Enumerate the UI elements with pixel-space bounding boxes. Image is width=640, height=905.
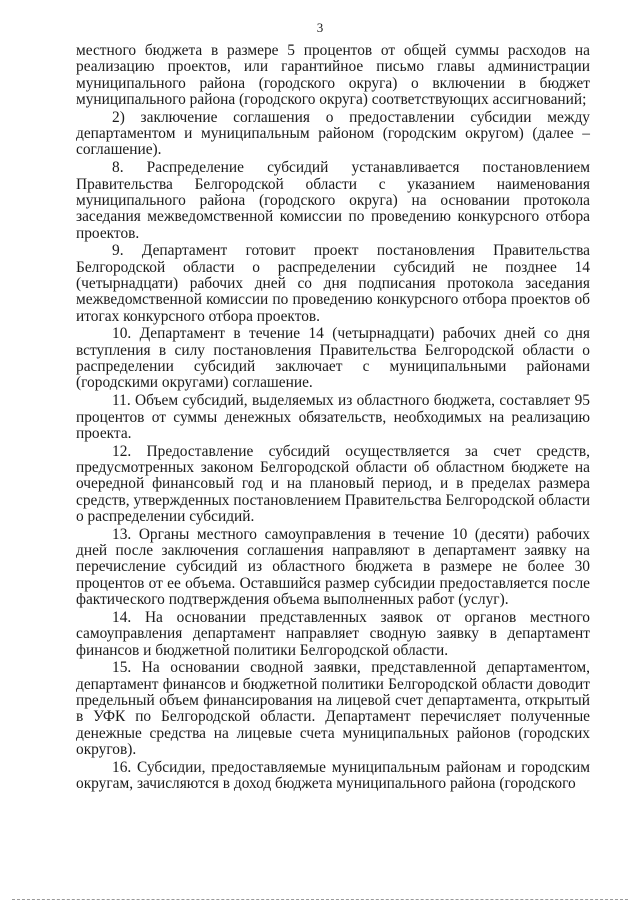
bottom-scan-line [12, 899, 628, 900]
paragraph-16: 16. Субсидии, предоставляемые муниципальным районам и городским округам, зачисляются в доход бюджета муниципального района (городского [76, 758, 590, 793]
paragraph-14: 14. На основании представленных заявок от органов местного самоуправления департамент направляет сводную заявку в департамент финансов и бюджетной политики Белгородской области. [76, 608, 590, 659]
paragraph-8: 8. Распределение субсидий устанавливается постановлением Правительства Белгородской области с указанием наименования муниципального района (городского округа) на основании протокола заседания межведомственной комиссии по проведению конкурсного отбора проектов. [76, 159, 590, 242]
page-number: 3 [316, 20, 324, 35]
paragraph-12: 12. Предоставление субсидий осуществляется за счет средств, предусмотренных законом Белгородской области об областном бюджете на очередной финансовый год и на плановый период, и в пределах размера средств, утвержденных постановлением Правительства Белгородской области о распределении субсидий. [76, 442, 590, 525]
document-body [76, 43, 590, 792]
paragraph-13: 13. Органы местного самоуправления в течение 10 (десяти) рабочих дней после заключения соглашения направляют в департамент заявку на перечисление субсидий из областного бюджета в размере не более 30 процентов от ее объема. Оставшийся размер субсидии предоставляется после фактического подтверждения объема выполненных работ (услуг). [76, 525, 590, 609]
paragraph-15: 15. На основании сводной заявки, представленной департаментом, департамент финансов и бюджетной политики Белгородской области доводит предельный объем финансирования на лицевой счет департамента, открытый в УФК по Белгородской области. Департамент перечисляет полученные денежные средства на лицевые счета муниципальных районов (городских округов). [76, 659, 590, 758]
paragraph-11: 11. Объем субсидий, выделяемых из областного бюджета, составляет 95 процентов от суммы денежных обязательств, необходимых на реализацию проекта. [76, 392, 590, 442]
paragraph-continuation: местного бюджета в размере 5 процентов от общей суммы расходов на реализацию проектов, или гарантийное письмо главы администрации муниципального района (городского округа) о включении в бюджет муниципального района (городского округа) соответствующих ассигнований; [76, 42, 590, 109]
paragraph-item-2: 2) заключение соглашения о предоставлении субсидии между департаментом и муниципальным районом (городским округом) (далее – соглашение). [76, 108, 590, 159]
paragraph-10: 10. Департамент в течение 14 (четырнадцати) рабочих дней со дня вступления в силу постановления Правительства Белгородской области о распределении субсидий заключает с муниципальными районами (городскими округами) соглашение. [76, 325, 590, 392]
paragraph-9: 9. Департамент готовит проект постановления Правительства Белгородской области о распределении субсидий не позднее 14 (четырнадцати) рабочих дней со дня подписания протокола заседания межведомственной комиссии по проведению конкурсного отбора проектов об итогах конкурсного отбора проектов. [76, 242, 590, 325]
